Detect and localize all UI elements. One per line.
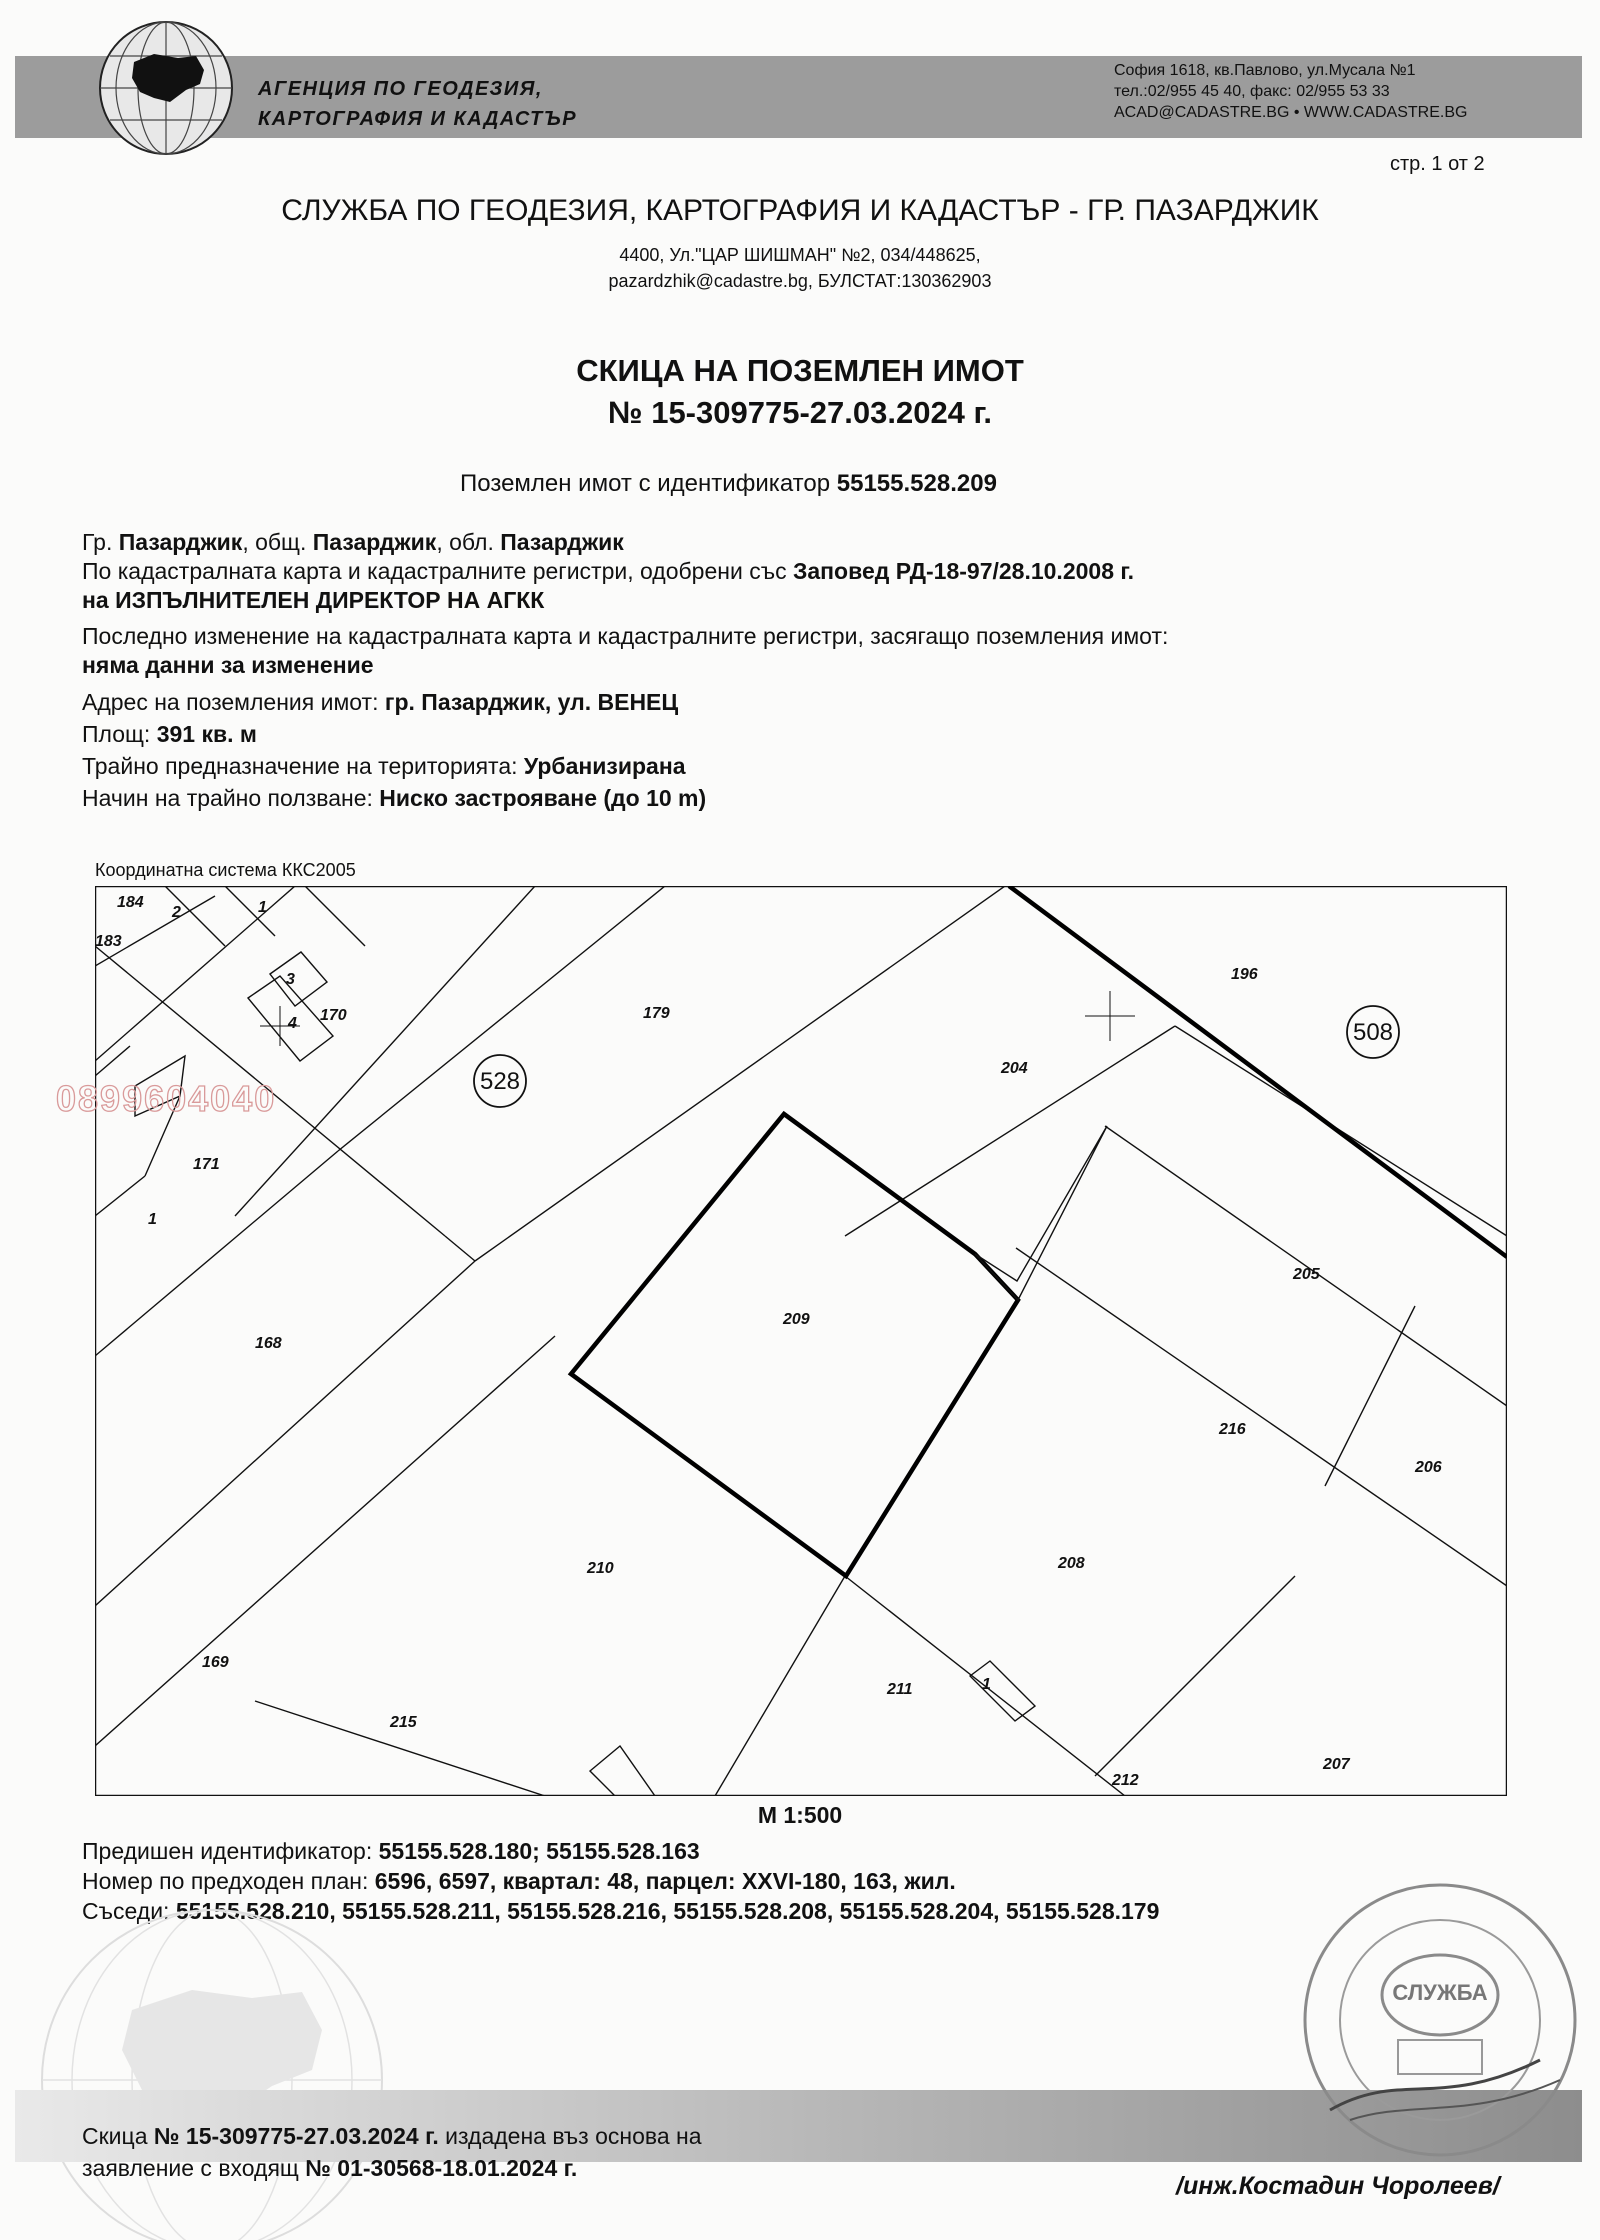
region-prefix: , обл. (436, 529, 494, 555)
parcel-label: 205 (1293, 1266, 1320, 1283)
cadastral-map (95, 886, 1507, 1796)
previous-identifier-label: Предишен идентификатор: (82, 1838, 373, 1864)
parcel-label: 2 (172, 904, 181, 921)
last-change-value (82, 651, 374, 680)
application-number: № 01-30568-18.01.2024 г. (305, 2155, 578, 2181)
parcel-identifier-label: Поземлен имот с идентификатор (460, 470, 831, 497)
parcel-label: 216 (1219, 1421, 1246, 1438)
block-label-528: 528 (479, 1068, 521, 1095)
neighbors-value: 55155.528.210, 55155.528.211, 55155.528.216, 55155.528.208, 55155.528.204, 55155.528.179 (175, 1898, 1160, 1924)
address-label: Адрес на поземления имот: (82, 689, 379, 715)
previous-plan-label: Номер по предходен план: (82, 1868, 369, 1894)
parcel-label: 212 (1112, 1772, 1139, 1789)
issued-line1 (82, 2120, 702, 2152)
application-label: заявление с входящ (82, 2155, 299, 2181)
issued-statement (82, 2120, 702, 2184)
coordinate-system-label: Координатна система ККС2005 (95, 860, 356, 880)
issued-sketch-label: Скица (82, 2123, 148, 2149)
parcel-label: 170 (320, 1007, 347, 1024)
purpose-value: Урбанизирана (523, 753, 686, 779)
boundary-line (95, 1261, 475, 1606)
previous-identifier-line (82, 1836, 700, 1866)
parcel-identifier-value: 55155.528.209 (836, 470, 997, 497)
parcel-label: 215 (390, 1714, 417, 1731)
boundary-line (95, 1151, 338, 1356)
neighbors-label: Съседи: (82, 1898, 170, 1924)
faint-globe-watermark-icon (12, 1880, 432, 2240)
boundary-line (1325, 1306, 1415, 1486)
phone-watermark: 0899604040 (56, 1078, 277, 1119)
boundary-line (305, 886, 365, 946)
city-prefix: Гр. (82, 529, 113, 555)
issued-line2 (82, 2152, 702, 2184)
parcel-label: 1 (258, 899, 267, 916)
address-line (82, 688, 678, 717)
boundary-line (445, 1236, 475, 1261)
boundary-line (95, 1176, 145, 1216)
signatory-name: /инж.Костадин Чоролеев/ (1176, 2172, 1500, 2200)
document-title-line1: СКИЦА НА ПОЗЕМЛЕН ИМОТ (576, 353, 1024, 388)
parcel-label: 210 (587, 1560, 614, 1577)
approval-authority (82, 586, 544, 615)
document-number: № 15-309775-27.03.2024 г. (608, 395, 992, 430)
region-value: Пазарджик (500, 529, 624, 555)
service-address-line2: pazardzhik@cadastre.bg, БУЛСТАТ:130362903 (608, 271, 992, 291)
issued-basis-text: издадена въз основа на (445, 2123, 702, 2149)
boundary-line (475, 886, 1005, 1261)
boundary-line (95, 896, 215, 966)
agency-address: София 1618, кв.Павлово, ул.Мусала №1 (1114, 62, 1416, 79)
municipality-value: Пазарджик (312, 529, 437, 555)
block-label-508: 508 (1352, 1019, 1394, 1046)
area-value: 391 кв. м (156, 721, 257, 747)
approval-order: Заповед РД-18-97/28.10.2008 г. (792, 558, 1135, 584)
parcel-label: 179 (643, 1005, 670, 1022)
address-value: гр. Пазарджик, ул. ВЕНЕЦ (384, 689, 679, 715)
boundary-line (95, 1046, 130, 1076)
parcel-label: 207 (1323, 1756, 1350, 1773)
parcel-label: 184 (117, 894, 144, 911)
location-line (82, 528, 624, 557)
last-change-text: няма данни за изменение (82, 652, 374, 678)
previous-identifier-value: 55155.528.180; 55155.528.163 (378, 1838, 700, 1864)
boundary-line (1016, 1248, 1507, 1586)
purpose-line (82, 752, 686, 781)
usage-line (82, 784, 706, 813)
parcel-label: 171 (193, 1156, 220, 1173)
approval-text: По кадастралната карта и кадастралните регистри, одобрени със (82, 558, 787, 584)
agency-phone: тел.:02/955 45 40, факс: 02/955 53 33 (1114, 83, 1390, 100)
parcel-label: 206 (1415, 1459, 1442, 1476)
service-address-line1: 4400, Ул."ЦАР ШИШМАН" №2, 034/448625, (619, 245, 981, 265)
map-scale: М 1:500 (757, 1802, 843, 1828)
area-label: Площ: (82, 721, 151, 747)
boundary-line (715, 1576, 845, 1796)
area-line (82, 720, 257, 749)
parcel-label: 168 (255, 1335, 282, 1352)
parcel-label: 1 (982, 1676, 991, 1693)
agency-name (258, 74, 577, 134)
parcel-identifier (460, 470, 997, 498)
page-number: стр. 1 от 2 (1390, 153, 1485, 175)
subject-parcel-209 (571, 1114, 1018, 1576)
boundary-line (338, 886, 665, 1151)
parcel-label: 169 (202, 1654, 229, 1671)
service-name: СЛУЖБА ПО ГЕОДЕЗИЯ, КАРТОГРАФИЯ И КАДАСТЪР - ГР. ПАЗАРДЖИК (281, 194, 1319, 227)
usage-label: Начин на трайно ползване: (82, 785, 373, 811)
agency-email: ACAD@CADASTRE.BG • WWW.CADASTRE.BG (1114, 104, 1468, 121)
official-stamp-icon (1290, 1870, 1600, 2180)
parcel-label: 1 (148, 1211, 157, 1228)
purpose-label: Трайно предназначение на територията: (82, 753, 518, 779)
parcel-label: 211 (887, 1681, 913, 1698)
issued-sketch-number: № 15-309775-27.03.2024 г. (153, 2123, 439, 2149)
agency-name-line2: КАРТОГРАФИЯ И КАДАСТЪР (258, 108, 578, 130)
building-211-1 (970, 1661, 1035, 1721)
usage-value: Ниско застрояване (до 10 m) (379, 785, 707, 811)
approval-line (82, 557, 1134, 586)
parcel-label: 204 (1001, 1060, 1028, 1077)
parcel-label: 4 (288, 1015, 297, 1032)
parcel-label: 208 (1058, 1555, 1085, 1572)
boundary-line (235, 886, 535, 1216)
map-frame (95, 886, 1507, 1796)
document-title (0, 350, 1600, 434)
previous-plan-value: 6596, 6597, квартал: 48, парцел: XXVI-180, 163, жил. (374, 1868, 956, 1894)
municipality-prefix: , общ. (242, 529, 307, 555)
last-change-label: Последно изменение на кадастралната карта и кадастралните регистри, засягащо поземления имот: (82, 623, 1169, 649)
agency-name-line1: АГЕНЦИЯ ПО ГЕОДЕЗИЯ, (258, 78, 543, 100)
boundary-line (1095, 1576, 1295, 1776)
boundary-line (225, 886, 275, 936)
parcel-label: 3 (286, 971, 295, 988)
agency-logo-globe-icon (96, 18, 236, 158)
building-bottom (590, 1746, 655, 1796)
block-boundary-508 (1009, 886, 1507, 1257)
parcel-label: 209 (783, 1311, 810, 1328)
service-address (0, 242, 1600, 294)
stamp-text: СЛУЖБА (1392, 1980, 1488, 2005)
parcel-label: 196 (1231, 966, 1258, 983)
approval-authority-value: на ИЗПЪЛНИТЕЛЕН ДИРЕКТОР НА АГКК (82, 587, 545, 613)
parcel-label: 183 (95, 933, 122, 950)
boundary-line (845, 1026, 1175, 1236)
city-value: Пазарджик (118, 529, 243, 555)
agency-contacts (1114, 60, 1467, 123)
